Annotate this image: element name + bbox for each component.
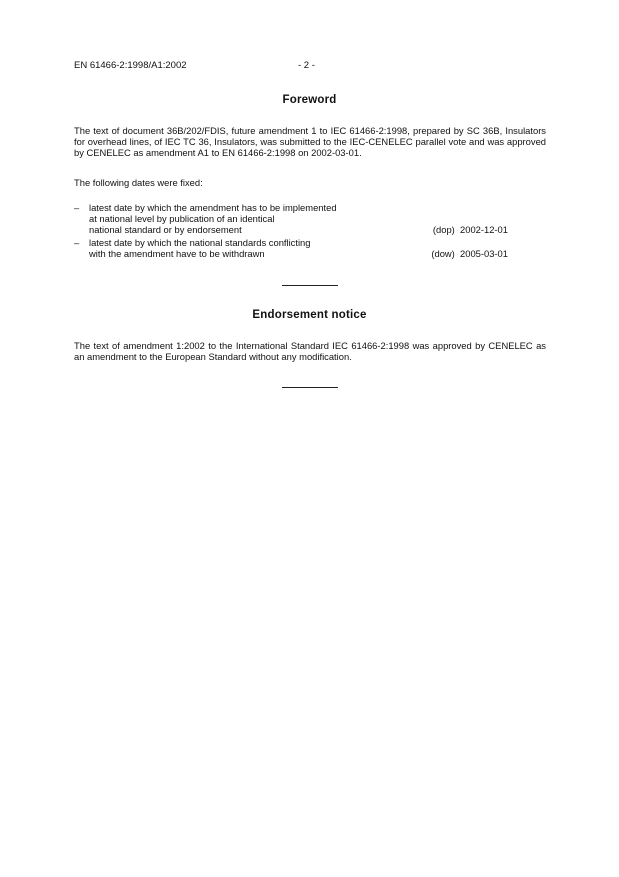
- date-item-line: latest date by which the national standards conflicting: [89, 237, 311, 248]
- page-number: - 2 -: [298, 60, 315, 71]
- endorsement-title: Endorsement notice: [252, 309, 367, 321]
- date-item-line: at national level by publication of an identical: [89, 213, 275, 224]
- foreword-title: Foreword: [282, 94, 337, 106]
- date-item-text: [89, 202, 389, 235]
- date-item-dop: [74, 202, 546, 235]
- date-item-text: [89, 237, 389, 259]
- date-abbreviation: (dow): [431, 248, 455, 259]
- date-abbreviation: (dop): [432, 224, 455, 235]
- page-header: [74, 60, 546, 74]
- date-item-line: latest date by which the amendment has to be implemented: [89, 202, 337, 213]
- section-divider: [282, 387, 338, 388]
- date-value: 2005-03-01: [460, 248, 508, 259]
- endorsement-paragraph: The text of amendment 1:2002 to the International Standard IEC 61466-2:1998 was approved by CENELEC as an amendment to the European Standard without any modification.: [74, 340, 546, 362]
- list-dash: –: [74, 237, 80, 248]
- date-value: 2002-12-01: [460, 224, 508, 235]
- list-dash: –: [74, 202, 80, 213]
- date-item-line: with the amendment have to be withdrawn: [89, 248, 265, 259]
- date-code-dow: [431, 248, 508, 259]
- date-code-dop: [433, 224, 508, 235]
- foreword-paragraph: The text of document 36B/202/FDIS, future amendment 1 to IEC 61466-2:1998, prepared by SC 36B, Insulators for overhead lines, of IEC TC 36, Insulators, was submitted to the IEC-CENELEC parallel vote and was approved by CENELEC as amendment A1 to EN 61466-2:1998 on 2002-03-01.: [74, 125, 546, 158]
- document-reference: EN 61466-2:1998/A1:2002: [74, 60, 187, 71]
- date-item-line: national standard or by endorsement: [89, 224, 242, 235]
- dates-intro: The following dates were fixed:: [74, 177, 203, 188]
- section-divider: [282, 285, 338, 286]
- date-item-dow: [74, 237, 546, 259]
- dates-list: [74, 202, 546, 259]
